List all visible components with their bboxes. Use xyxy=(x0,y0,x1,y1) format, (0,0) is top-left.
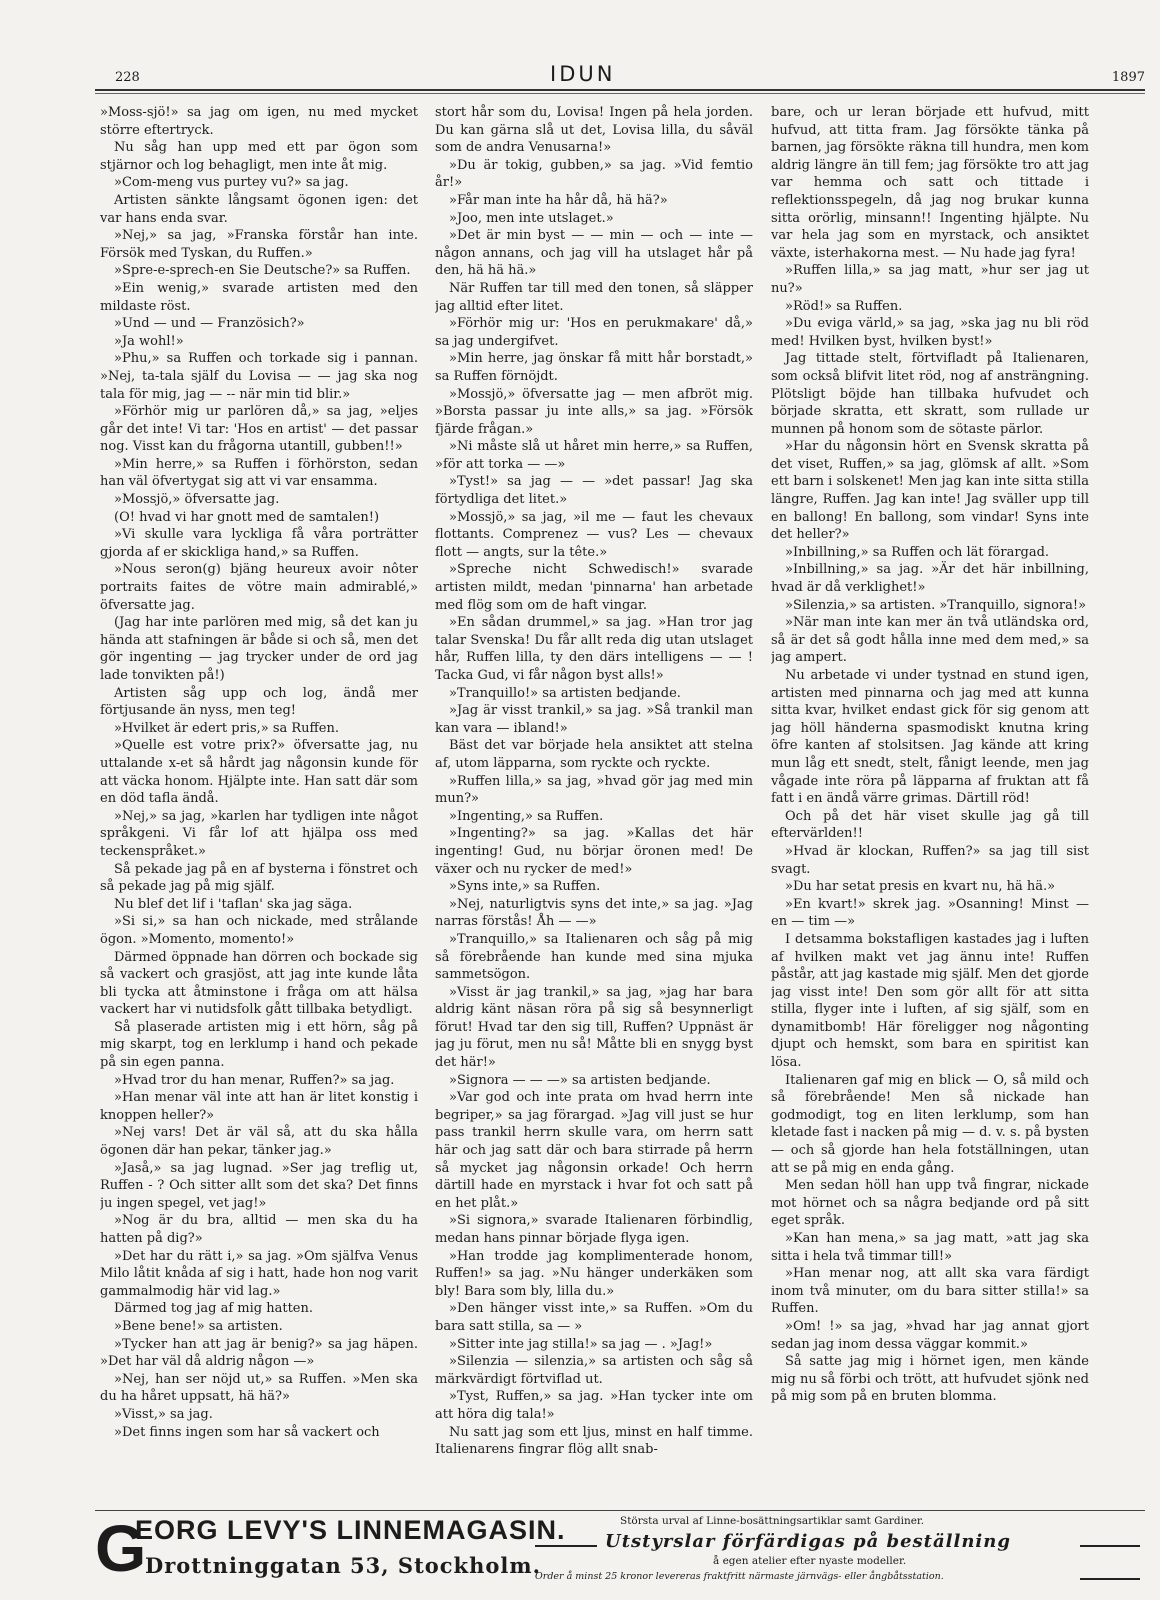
paragraph: »Ingenting?» sa jag. »Kallas det här ingenting! Gud, nu börjar öronen med! De växer och nu rycker de med!» xyxy=(435,826,753,877)
paragraph: »Tycker han att jag är benig?» sa jag häpen. »Det har väl då aldrig någon —» xyxy=(100,1336,418,1370)
paragraph: »Si si,» sa han och nickade, med strålande ögon. »Momento, momento!» xyxy=(100,914,418,947)
paragraph: »Phu,» sa Ruffen och torkade sig i pannan. »Nej, ta-tala själf du Lovisa — — jag ska nog tala för mig, jag — -- när min tid blir.» xyxy=(100,351,418,402)
ad-initial: G xyxy=(95,1511,147,1585)
paragraph: »Quelle est votre prix?» öfversatte jag, nu uttalande x-et så hårdt jag någonsin kunde för att väcka honom. Hjälpte inte. Han satt där som en död tafla ändå. xyxy=(100,738,418,807)
paragraph: »Nous seron(g) bjäng heureux avoir nôter portraits faites de vötre main admirablé,» öfversatte jag. xyxy=(100,562,418,613)
paragraph: Artisten sänkte långsamt ögonen igen: det var hans enda svar. xyxy=(100,192,418,226)
paragraph: »Hvad tror du han menar, Ruffen?» sa jag. xyxy=(114,1072,395,1088)
column-2 xyxy=(435,104,753,1509)
paragraph: »Min herre,» sa Ruffen i förhörston, sedan han väl öfvertygat sig att vi var ensamma. xyxy=(100,456,418,490)
paragraph: »Kan han mena,» sa jag matt, »att jag ska sitta i hela två timmar till!» xyxy=(771,1231,1089,1264)
ad-line-1: Största urval af Linne-bosättningsartiklar samt Gardiner. xyxy=(620,1515,925,1527)
paragraph: »Det är min byst — — min — och — inte — någon annans, och jag vill ha utslaget hår på den, hä hä hä.» xyxy=(435,228,753,279)
paragraph: (O! hvad vi har gnott med de samtalen!) xyxy=(114,509,380,525)
paragraph: »Den hänger visst inte,» sa Ruffen. »Om du bara satt stilla, sa — » xyxy=(435,1301,753,1334)
paragraph: »Det har du rätt i,» sa jag. »Om själfva Venus Milo låtit knåda af sig i hatt, hade hon nog varit gammalmodig här vid lag.» xyxy=(100,1248,418,1299)
paragraph: Därmed tog jag af mig hatten. xyxy=(114,1301,314,1317)
paragraph: »Ni måste slå ut håret min herre,» sa Ruffen, »för att torka — —» xyxy=(435,439,753,472)
paragraph: »Si signora,» svarade Italienaren förbindlig, medan hans pinnar började flyga igen. xyxy=(435,1213,753,1246)
paragraph: »Com-meng vus purtey vu?» sa jag. xyxy=(114,175,349,191)
paragraph: (Jag har inte parlören med mig, så det kan ju hända att stafningen är både si och så, men det gör ingenting — jag trycker under de ord jag lade tonvikten på!) xyxy=(100,615,418,683)
paragraph: »Spreche nicht Schwedisch!» svarade artisten mildt, medan 'pinnarna' han arbetade med flög som om de haft vingar. xyxy=(435,562,753,613)
paragraph: »Visst är jag trankil,» sa jag, »jag har bara aldrig känt näsan röra på sig så besynnerligt förut! Hvad tar den sig till, Ruffen? Uppnäst är jag ju förut, men nu så! Måtte bli en snygg byst det här!» xyxy=(435,984,753,1071)
paragraph: stort hår som du, Lovisa! Ingen på hela jorden. Du kan gärna slå ut det, Lovisa lilla, du såväl som de andra Venusarna!» xyxy=(435,105,753,156)
paragraph: När Ruffen tar till med den tonen, så släpper jag alltid efter litet. xyxy=(435,280,753,314)
paragraph: »Nej,» sa jag, »Franska förstår han inte. Försök med Tyskan, du Ruffen.» xyxy=(100,228,418,261)
ad-rule-right-lower xyxy=(1080,1578,1140,1580)
paragraph: »Han menar nog, att allt ska vara färdigt inom två minuter, om du bara sitter stilla!» sa Ruffen. xyxy=(771,1266,1089,1317)
paragraph: »Röd!» sa Ruffen. xyxy=(785,298,903,314)
page-header xyxy=(95,62,1145,90)
paragraph: »Ein wenig,» svarade artisten med den mildaste röst. xyxy=(100,280,418,314)
paragraph: »Silenzia,» sa artisten. »Tranquillo, signora!» xyxy=(785,597,1087,613)
paragraph: Så pekade jag på en af bysterna i fönstret och så pekade jag på mig själf. xyxy=(100,861,418,895)
ad-line-4: Order å minst 25 kronor levereras fraktfritt närmaste järnvägs- eller ångbåtsstation. xyxy=(535,1571,944,1582)
paragraph: »Syns inte,» sa Ruffen. xyxy=(449,879,601,895)
paragraph: »Var god och inte prata om hvad herrn inte begriper,» sa jag förargad. »Jag vill just se hur pass trankil herrn skulle vara, om herrn satt här och jag satt där och bara stirrade på herrn så mycket jag någonsin orkade! Och herrn därtill hade en myrstack i hvar fot och satt på en het plåt.» xyxy=(435,1090,753,1211)
ad-company-name: EORG LEVY'S LINNEMAGASIN. xyxy=(135,1515,566,1545)
paragraph: bare, och ur leran började ett hufvud, mitt hufvud, att titta fram. Jag försökte tänka på barnen, jag försökte räkna till hundra, men kom aldrig längre än till fem; jag försökte tro att jag var hemma och satt och tittade i reflektionsspegeln, då jag nog brukar kunna sitta orörlig, minsann!! Ingenting hjälpte. Nu var hela jag som en myrstack, och ansiktet växte, isterhakorna mest. — Nu hade jag fyra! xyxy=(771,105,1089,261)
paragraph: »Ja wohl!» xyxy=(114,333,184,349)
paragraph: Så plaserade artisten mig i ett hörn, såg på mig skarpt, tog en lerklump i hand och pekade på sin egen panna. xyxy=(100,1019,418,1071)
header-rule-thick xyxy=(95,89,1145,91)
paragraph: Nu blef det lif i 'taflan' ska jag säga. xyxy=(114,896,353,912)
paragraph: »Han trodde jag komplimenterade honom, Ruffen!» sa jag. »Nu hänger underkäken som bly! Bara som bly, lilla du.» xyxy=(435,1248,753,1299)
paragraph: Och på det här viset skulle jag gå till eftervärlden!! xyxy=(771,808,1089,842)
paragraph: »Sitter inte jag stilla!» sa jag — . »Jag!» xyxy=(449,1336,713,1352)
magazine-title: IDUN xyxy=(550,62,616,86)
paragraph: »Vi skulle vara lyckliga få våra porträtter gjorda af er skickliga hand,» sa Ruffen. xyxy=(100,527,418,560)
paragraph: »Det finns ingen som har så vackert och xyxy=(114,1424,380,1440)
paragraph: Bäst det var började hela ansiktet att stelna af, utom läpparna, som ryckte och ryckte. xyxy=(435,738,753,771)
paragraph: »Får man inte ha hår då, hä hä?» xyxy=(449,192,668,208)
paragraph: »Ruffen lilla,» sa jag, »hvad gör jag med min mun?» xyxy=(435,773,753,807)
paragraph: »En kvart!» skrek jag. »Osanning! Minst — en — tim —» xyxy=(771,896,1089,930)
paragraph: Artisten såg upp och log, ändå mer förtjusande än nyss, men teg! xyxy=(100,685,418,719)
paragraph: »Jag är visst trankil,» sa jag. »Så trankil man kan vara — ibland!» xyxy=(435,703,753,736)
paragraph: »Tyst, Ruffen,» sa jag. »Han tycker inte om att höra dig tala!» xyxy=(435,1389,753,1422)
paragraph: »Nog är du bra, alltid — men ska du ha hatten på dig?» xyxy=(100,1213,418,1246)
ad-address: Drottninggatan 53, Stockholm. xyxy=(145,1553,541,1578)
header-rule-thin xyxy=(95,93,1145,94)
paragraph: »Inbillning,» sa jag. »Är det här inbillning, hvad är då verklighet!» xyxy=(771,562,1089,596)
paragraph: »Mossjö,» sa jag, »il me — faut les chevaux flottants. Comprenez — vus? Les — chevaux flott — angts, sur la tête.» xyxy=(435,509,753,560)
advertisement xyxy=(95,1510,1145,1591)
paragraph: »Tranquillo,» sa Italienaren och såg på mig så förebrående han kunde med sina mjuka sammetsögon. xyxy=(435,931,753,983)
paragraph: Nu såg han upp med ett par ögon som stjärnor och log behagligt, men inte åt mig. xyxy=(100,140,418,173)
paragraph: »Du har setat presis en kvart nu, hä hä.» xyxy=(785,879,1056,895)
column-1 xyxy=(100,104,418,1509)
paragraph: Nu arbetade vi under tystnad en stund igen, artisten med pinnarna och jag med att kunna sitta kvar, hvilket endast gick för sig genom att jag höll händerna spasmodiskt knutna kring öfre kanten af stolsitsen. Jag kände att kring mun låg ett snedt, stelt, fånigt leende, men jag vågade inte röra på läpparna af fruktan att få fatt i en ändå värre grimas. Därtill röd! xyxy=(771,668,1089,807)
paragraph: »Om! !» sa jag, »hvad har jag annat gjort sedan jag inom dessa väggar kommit.» xyxy=(771,1318,1089,1352)
paragraph: Jag tittade stelt, förtvifladt på Italienaren, som också blifvit litet röd, nog af ansträngning. Plötsligt böjde han tillbaka hufvudet och började skratta, ett skratt, som rullade ur munnen på honom som de sötaste pärlor. xyxy=(771,351,1089,437)
paragraph: »Hvilket är edert pris,» sa Ruffen. xyxy=(114,720,339,736)
paragraph: »Hvad är klockan, Ruffen?» sa jag till sist svagt. xyxy=(771,843,1089,877)
paragraph: »Tranquillo!» sa artisten bedjande. xyxy=(449,685,681,701)
paragraph: »Nej,» sa jag, »karlen har tydligen inte något språkgeni. Vi får lof att hjälpa oss med teckenspråket.» xyxy=(100,808,418,859)
paragraph: »Tyst!» sa jag — — »det passar! Jag ska förtydliga det litet.» xyxy=(435,474,753,508)
paragraph: »Förhör mig ur: 'Hos en perukmakare' då,» sa jag undergifvet. xyxy=(435,316,753,349)
year: 1897 xyxy=(1111,70,1145,85)
paragraph: »Ruffen lilla,» sa jag matt, »hur ser jag ut nu?» xyxy=(771,263,1089,296)
paragraph: »Visst,» sa jag. xyxy=(114,1406,213,1422)
ad-rule-right xyxy=(1080,1545,1140,1547)
paragraph: Så satte jag mig i hörnet igen, men kände mig nu så förbi och trött, att hufvudet sjönk ned på mig som på en bruten blomma. xyxy=(771,1354,1089,1405)
ad-line-2: Utstyrslar förfärdigas på beställning xyxy=(605,1531,1011,1552)
ad-line-3: å egen atelier efter nyaste modeller. xyxy=(713,1555,907,1567)
paragraph: »Han menar väl inte att han är litet konstig i knoppen heller?» xyxy=(100,1090,418,1123)
paragraph: »Joo, men inte utslaget.» xyxy=(449,210,614,226)
paragraph: »Spre-e-sprech-en Sie Deutsche?» sa Ruffen. xyxy=(114,263,411,279)
page-number: 228 xyxy=(115,70,140,85)
paragraph: »Jaså,» sa jag lugnad. »Ser jag treflig ut, Ruffen - ? Och sitter allt som det ska? Det finns ju ingen spegel, vet jag!» xyxy=(100,1160,418,1211)
paragraph: »Silenzia — silenzia,» sa artisten och såg så märkvärdigt förtviflad ut. xyxy=(435,1354,753,1387)
paragraph: »När man inte kan mer än två utländska ord, så är det så godt hålla inne med dem med,» sa jag ampert. xyxy=(771,615,1089,666)
paragraph: Därmed öppnade han dörren och bockade sig så vackert och grasjöst, att jag inte kunde låta bli tycka att åtminstone i fråga om att hälsa vackert har vi nutidsfolk gått tillbaka betydligt. xyxy=(100,949,418,1018)
paragraph: »Nej, han ser nöjd ut,» sa Ruffen. »Men ska du ha håret uppsatt, hä hä?» xyxy=(100,1371,418,1405)
paragraph: »Har du någonsin hört en Svensk skratta på det viset, Ruffen,» sa jag, glömsk af allt. »Som ett barn i solskenet! Men jag kan inte sitta stilla längre, Ruffen. Jag kan inte! Jag sväller upp till en ballong! En ballong, som vindar! Syns inte det heller?» xyxy=(771,439,1089,543)
paragraph: »Du är tokig, gubben,» sa jag. »Vid femtio år!» xyxy=(435,157,753,191)
paragraph: »Mossjö,» öfversatte jag — men afbröt mig. »Borsta passar ju inte alls,» sa jag. »Försök fjärde frågan.» xyxy=(435,386,753,437)
column-3 xyxy=(771,104,1089,1509)
paragraph: »Nej, naturligtvis syns det inte,» sa jag. »Jag narras förstås! Åh — —» xyxy=(435,896,753,930)
paragraph: Men sedan höll han upp två fingrar, nickade mot hörnet och sa några bedjande ord på sitt eget språk. xyxy=(771,1178,1089,1229)
paragraph: »En sådan drummel,» sa jag. »Han tror jag talar Svenska! Du får allt reda dig utan utslaget hår, Ruffen lilla, ty den därs intelligens — — ! Tacka Gud, vi får någon byst alls!» xyxy=(435,615,753,683)
paragraph: »Signora — — —» sa artisten bedjande. xyxy=(449,1072,711,1088)
paragraph: I detsamma bokstafligen kastades jag i luften af hvilken makt vet jag ännu inte! Ruffen påstår, att jag kastade mig själf. Men det gjorde jag visst inte! Den som gör allt för att sitta stilla, flyger inte i luften, af sig själf, som en dynamitbomb! Här föreligger nog någonting djupt och hemskt, som bara en spiritist kan lösa. xyxy=(771,931,1089,1071)
paragraph: »Moss-sjö!» sa jag om igen, nu med mycket större eftertryck. xyxy=(100,105,418,138)
paragraph: »Nej vars! Det är väl så, att du ska hålla ögonen där han pekar, tänker jag.» xyxy=(100,1125,418,1159)
paragraph: »Mossjö,» öfversatte jag. xyxy=(114,492,280,508)
paragraph: »Ingenting,» sa Ruffen. xyxy=(449,808,604,824)
paragraph: »Inbillning,» sa Ruffen och lät förargad. xyxy=(785,544,1050,560)
paragraph: »Und — und — Französich?» xyxy=(114,316,305,332)
paragraph: »Förhör mig ur parlören då,» sa jag, »eljes går det inte! Vi tar: 'Hos en artist' — det passar nog. Visst kan du frågorna utantill, gubben!!» xyxy=(100,404,418,455)
paragraph: »Min herre, jag önskar få mitt hår borstadt,» sa Ruffen förnöjdt. xyxy=(435,351,753,384)
paragraph: »Bene bene!» sa artisten. xyxy=(114,1318,283,1334)
paragraph: Italienaren gaf mig en blick — O, så mild och så förebrående! Men så nickade han godmodigt, tog en liten lerklump, som han kletade fast i nacken på mig — d. v. s. på bysten — och så gjorde han hela fotställningen, utan att se på mig en enda gång. xyxy=(771,1072,1089,1176)
ad-rule-left xyxy=(535,1545,597,1547)
paragraph: »Du eviga värld,» sa jag, »ska jag nu bli röd med! Hvilken byst, hvilken byst!» xyxy=(771,316,1089,349)
paragraph: Nu satt jag som ett ljus, minst en half timme. Italienarens fingrar flög allt snab- xyxy=(435,1424,753,1458)
